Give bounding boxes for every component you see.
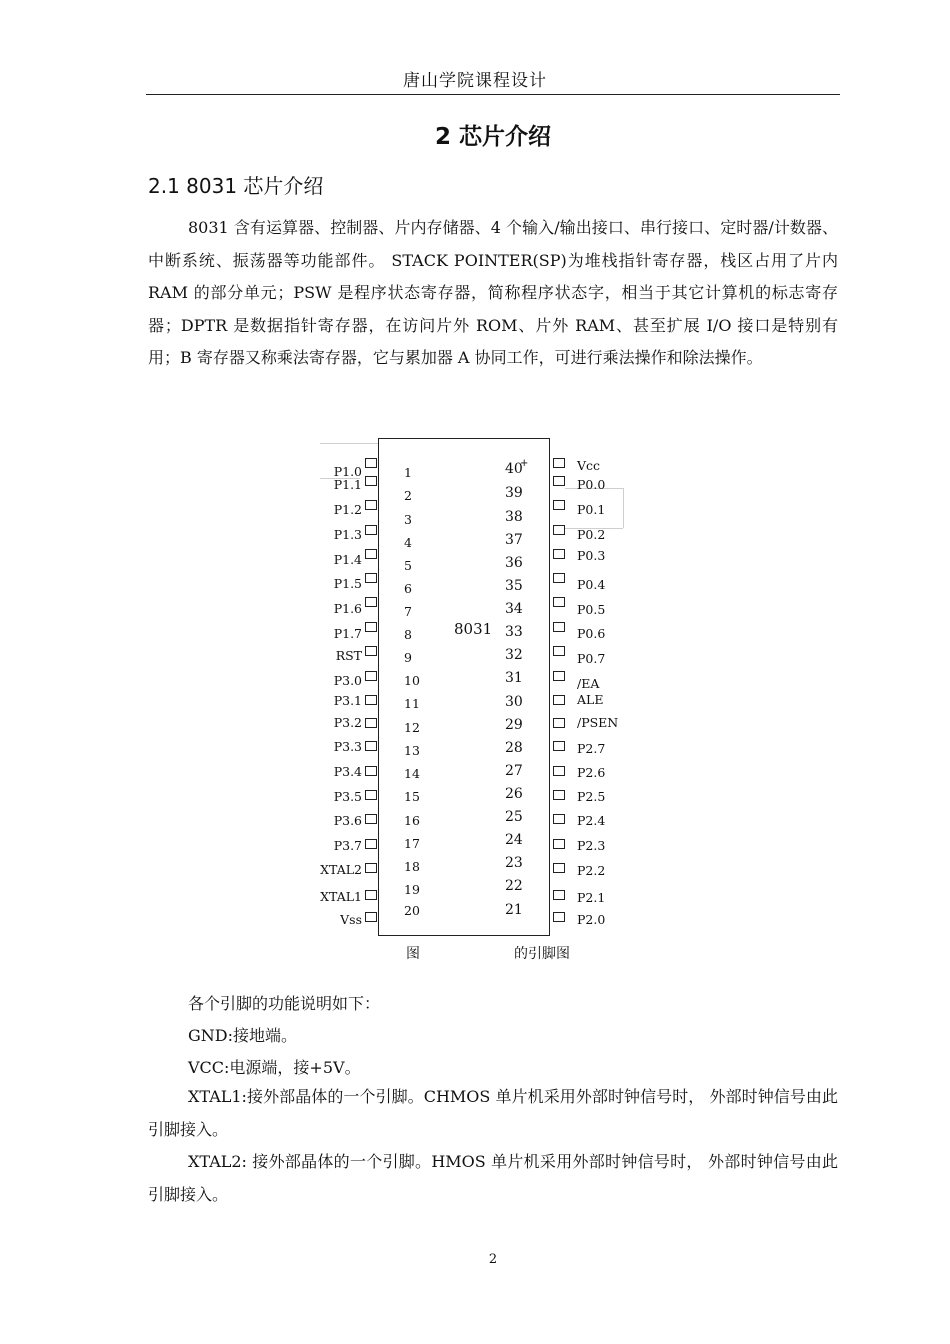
pin-lead xyxy=(365,839,377,849)
pin-number: 16 xyxy=(404,813,420,828)
pin-lead xyxy=(365,863,377,873)
pin-label: P3.0 xyxy=(333,673,362,688)
pin-lead xyxy=(553,597,565,607)
pin-label: XTAL1 xyxy=(320,889,362,904)
gnd-description: GND:接地端。 xyxy=(188,1026,298,1045)
pin-number: 35 xyxy=(505,578,523,594)
pin-label: P1.3 xyxy=(333,527,362,542)
pin-lead xyxy=(553,525,565,535)
pin-lead xyxy=(365,549,377,559)
pin-number: 10 xyxy=(404,673,420,688)
pin-number: 18 xyxy=(404,859,420,874)
pin-label: Vcc xyxy=(577,458,601,473)
pin-lead xyxy=(553,839,565,849)
xtal1-description: XTAL1:接外部晶体的一个引脚。CHMOS 单片机采用外部时钟信号时， 外部时钟信号由此引脚接入。 xyxy=(148,1087,838,1139)
pin-number: 36 xyxy=(505,555,523,571)
pin-lead xyxy=(365,476,377,486)
pin-number: 8 xyxy=(404,627,412,642)
pin-number: 29 xyxy=(505,717,523,733)
pin-lead xyxy=(365,525,377,535)
pin40-mark: + xyxy=(520,458,529,469)
pin-number: 40 xyxy=(505,461,523,477)
pin-lead xyxy=(553,622,565,632)
pin-label: P1.0 xyxy=(333,464,362,479)
pin-number: 34 xyxy=(505,601,523,617)
pin-number: 3 xyxy=(404,512,412,527)
pin-lead xyxy=(553,695,565,705)
pin-number: 23 xyxy=(505,855,523,871)
pin-lead xyxy=(553,671,565,681)
pin-number: 15 xyxy=(404,789,420,804)
artifact-line xyxy=(623,488,624,528)
xtal2-description: XTAL2: 接外部晶体的一个引脚。HMOS 单片机采用外部时钟信号时， 外部时钟信号由此引脚接入。 xyxy=(148,1152,838,1204)
pin-lead xyxy=(365,741,377,751)
pin-lead xyxy=(553,890,565,900)
pin-lead xyxy=(553,718,565,728)
pin-number: 31 xyxy=(505,670,523,686)
pin-label: P1.7 xyxy=(333,626,362,641)
pin-number: 11 xyxy=(404,696,420,711)
pin-label: ALE xyxy=(577,692,604,707)
pin-label: P2.4 xyxy=(577,813,606,828)
pin-lead xyxy=(365,500,377,510)
pin-label: P3.2 xyxy=(333,715,362,730)
pin-label: P0.7 xyxy=(577,651,606,666)
pin-label: RST xyxy=(335,648,362,663)
pin-label: P3.7 xyxy=(333,838,362,853)
pin-number: 1 xyxy=(404,465,412,480)
pin-number: 13 xyxy=(404,743,420,758)
pin-description-intro: 各个引脚的功能说明如下： xyxy=(188,994,381,1013)
pin-lead xyxy=(365,597,377,607)
artifact-line xyxy=(320,478,360,479)
pin-lead xyxy=(365,890,377,900)
pin-lead xyxy=(365,646,377,656)
pin-lead xyxy=(553,741,565,751)
pin-label: P0.1 xyxy=(577,502,606,517)
pin-lead xyxy=(365,622,377,632)
chip-name: 8031 xyxy=(454,620,493,638)
figure-caption-text: 的引脚图 xyxy=(514,946,570,962)
pin-number: 39 xyxy=(505,485,523,501)
pin-label: P2.0 xyxy=(577,912,606,927)
pin-number: 28 xyxy=(505,740,523,756)
pin-label: P2.1 xyxy=(577,890,606,905)
pin-number: 12 xyxy=(404,720,420,735)
pin-label: P1.1 xyxy=(333,477,362,492)
pin-number: 22 xyxy=(505,878,523,894)
artifact-line xyxy=(565,528,623,529)
pin-number: 32 xyxy=(505,647,523,663)
pin-lead xyxy=(365,790,377,800)
pin-label: P0.4 xyxy=(577,577,606,592)
vcc-description: VCC:电源端，接+5V。 xyxy=(188,1058,361,1077)
section-title: 2.1 8031 芯片介绍 xyxy=(148,174,324,198)
pin-number: 24 xyxy=(505,832,523,848)
pin-lead xyxy=(365,695,377,705)
pin-lead xyxy=(553,790,565,800)
pin-label: Vss xyxy=(340,912,362,927)
pin-number: 20 xyxy=(404,903,420,918)
pin-number: 14 xyxy=(404,766,420,781)
pin-lead xyxy=(553,500,565,510)
pin-number: 21 xyxy=(505,902,523,918)
artifact-line xyxy=(320,443,378,444)
pin-label: P0.3 xyxy=(577,548,606,563)
pin-number: 5 xyxy=(404,558,412,573)
pin-lead xyxy=(553,458,565,468)
header-rule xyxy=(146,94,840,95)
pin-number: 38 xyxy=(505,509,523,525)
pin-label: P1.5 xyxy=(333,576,362,591)
pin-lead xyxy=(553,863,565,873)
pin-label: P3.4 xyxy=(333,764,362,779)
figure-caption-prefix: 图 xyxy=(406,946,420,962)
artifact-line xyxy=(565,488,623,489)
page-number: 2 xyxy=(488,1252,498,1267)
pin-lead xyxy=(365,718,377,728)
pin-lead xyxy=(553,476,565,486)
pin-lead xyxy=(365,573,377,583)
pin-number: 26 xyxy=(505,786,523,802)
pin-number: 33 xyxy=(505,624,523,640)
pin-number: 7 xyxy=(404,604,412,619)
pin-number: 27 xyxy=(505,763,523,779)
pin-number: 9 xyxy=(404,650,412,665)
pin-number: 6 xyxy=(404,581,412,596)
pin-lead xyxy=(365,912,377,922)
pin-lead xyxy=(553,912,565,922)
pin-lead xyxy=(365,458,377,468)
pin-label: P1.4 xyxy=(333,552,362,567)
pin-label: P3.5 xyxy=(333,789,362,804)
pin-number: 17 xyxy=(404,836,420,851)
pin-lead xyxy=(553,573,565,583)
pin-label: P2.6 xyxy=(577,765,606,780)
pin-label: P3.3 xyxy=(333,739,362,754)
pin-lead xyxy=(365,766,377,776)
pin-number: 4 xyxy=(404,535,412,550)
pin-number: 2 xyxy=(404,488,412,503)
pin-label: P3.6 xyxy=(333,813,362,828)
pin-label: P2.7 xyxy=(577,741,606,756)
chip-body xyxy=(378,438,550,936)
pin-label: P0.6 xyxy=(577,626,606,641)
pin-label: P3.1 xyxy=(333,693,362,708)
pin-label: P2.5 xyxy=(577,789,606,804)
pin-label: P0.2 xyxy=(577,527,606,542)
pin-lead xyxy=(553,646,565,656)
chapter-title: 2 芯片介绍 xyxy=(434,124,551,150)
pin-label: P1.2 xyxy=(333,502,362,517)
pin-label: P0.5 xyxy=(577,602,606,617)
pin-lead xyxy=(553,549,565,559)
pin-label: P1.6 xyxy=(333,601,362,616)
intro-paragraph: 8031 含有运算器、控制器、片内存储器、4 个输入/输出接口、串行接口、定时器/计数器、中断系统、振荡器等功能部件。 STACK POINTER(SP)为堆栈指针寄存器，栈区占用了片内 RAM 的部分单元；PSW 是程序状态寄存器，简称程序状态字，相当于其它计算机的标志寄存器；DPTR 是数据指针寄存器，在访问片外 ROM、片外 RAM、甚至扩展 I/O 接口是特别有用；B 寄存器又称乘法寄存器，它与累加器 A 协同工作，可进行乘法操作和除法操作。 xyxy=(148,218,838,367)
pin-number: 37 xyxy=(505,532,523,548)
pin-label: P2.2 xyxy=(577,863,606,878)
pin-lead xyxy=(553,766,565,776)
pin-number: 25 xyxy=(505,809,523,825)
pin-label: /PSEN xyxy=(577,715,619,730)
page-header-title: 唐山学院课程设计 xyxy=(403,71,547,91)
pin-lead xyxy=(553,814,565,824)
pin-lead xyxy=(365,671,377,681)
pin-lead xyxy=(365,814,377,824)
pin-label: P2.3 xyxy=(577,838,606,853)
pin-label: /EA xyxy=(577,676,600,691)
pin-label: P0.0 xyxy=(577,477,606,492)
pin-number: 30 xyxy=(505,694,523,710)
pin-number: 19 xyxy=(404,882,420,897)
pin-label: XTAL2 xyxy=(320,862,362,877)
